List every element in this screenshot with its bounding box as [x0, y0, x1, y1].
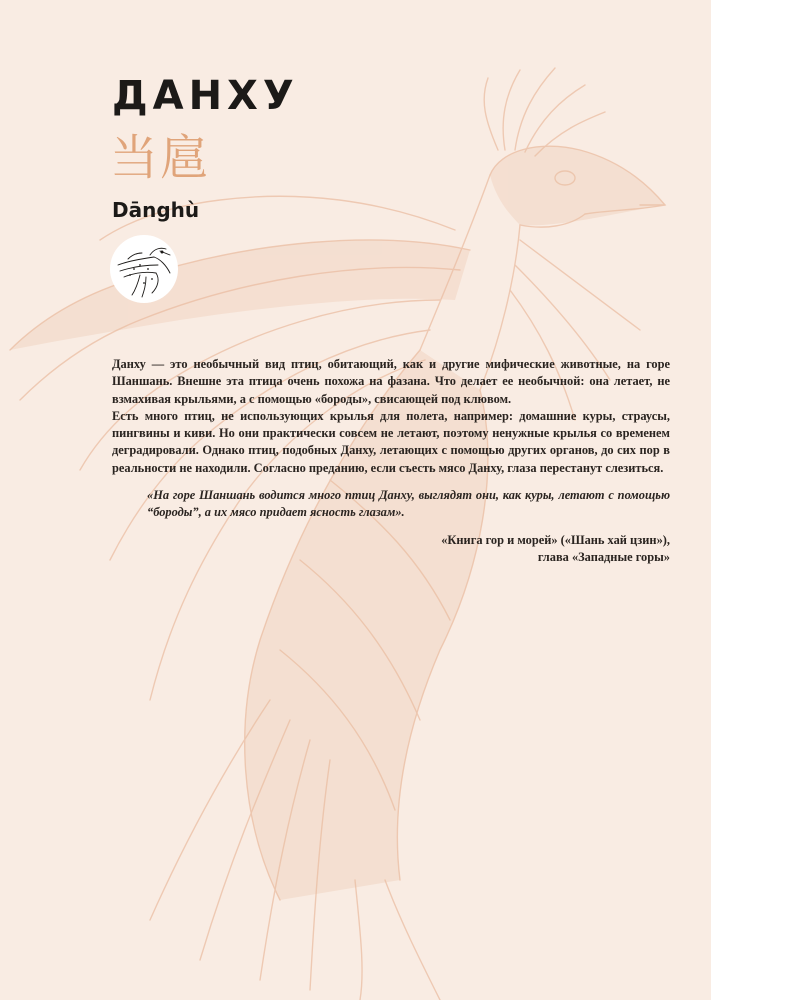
bird-thumbnail-medallion: [110, 235, 178, 303]
article-body: [112, 356, 670, 566]
source-title: «Книга гор и морей» («Шань хай цзин»),: [441, 532, 670, 547]
source-chapter: глава «Западные горы»: [537, 549, 670, 564]
page-title: ДАНХУ: [112, 73, 299, 119]
bird-sketch-icon: [110, 235, 178, 303]
pinyin-transliteration: Dānghù: [112, 198, 200, 222]
chinese-characters: 当扈: [110, 130, 211, 186]
paragraph: Есть много птиц, не использующих крылья для полета, например: домашние куры, страусы, пингвины и киви. Но они практически совсем не летают, поэтому ненужные крылья со временем деградировали. Однако птиц, подобных Данху, летающих с помощью других органов, до сих пор в реальности не находили. Согласно преданию, если съесть мясо Данху, глаза перестанут слезиться.: [112, 408, 670, 475]
paragraph: Данху — это необычный вид птиц, обитающий, как и другие мифические животные, на горе Шаншань. Внешне эта птица очень похожа на фазана. Что делает ее необычной: она летает, не взмахивая крыльями, а с помощью «бороды», свисающей под клювом.: [112, 357, 670, 406]
quotation: «На горе Шаншань водится много птиц Данху, выглядят они, как куры, летают с помощью “бороды”, а их мясо придает ясность глазам».: [147, 488, 670, 520]
quotation-source: [112, 532, 670, 567]
